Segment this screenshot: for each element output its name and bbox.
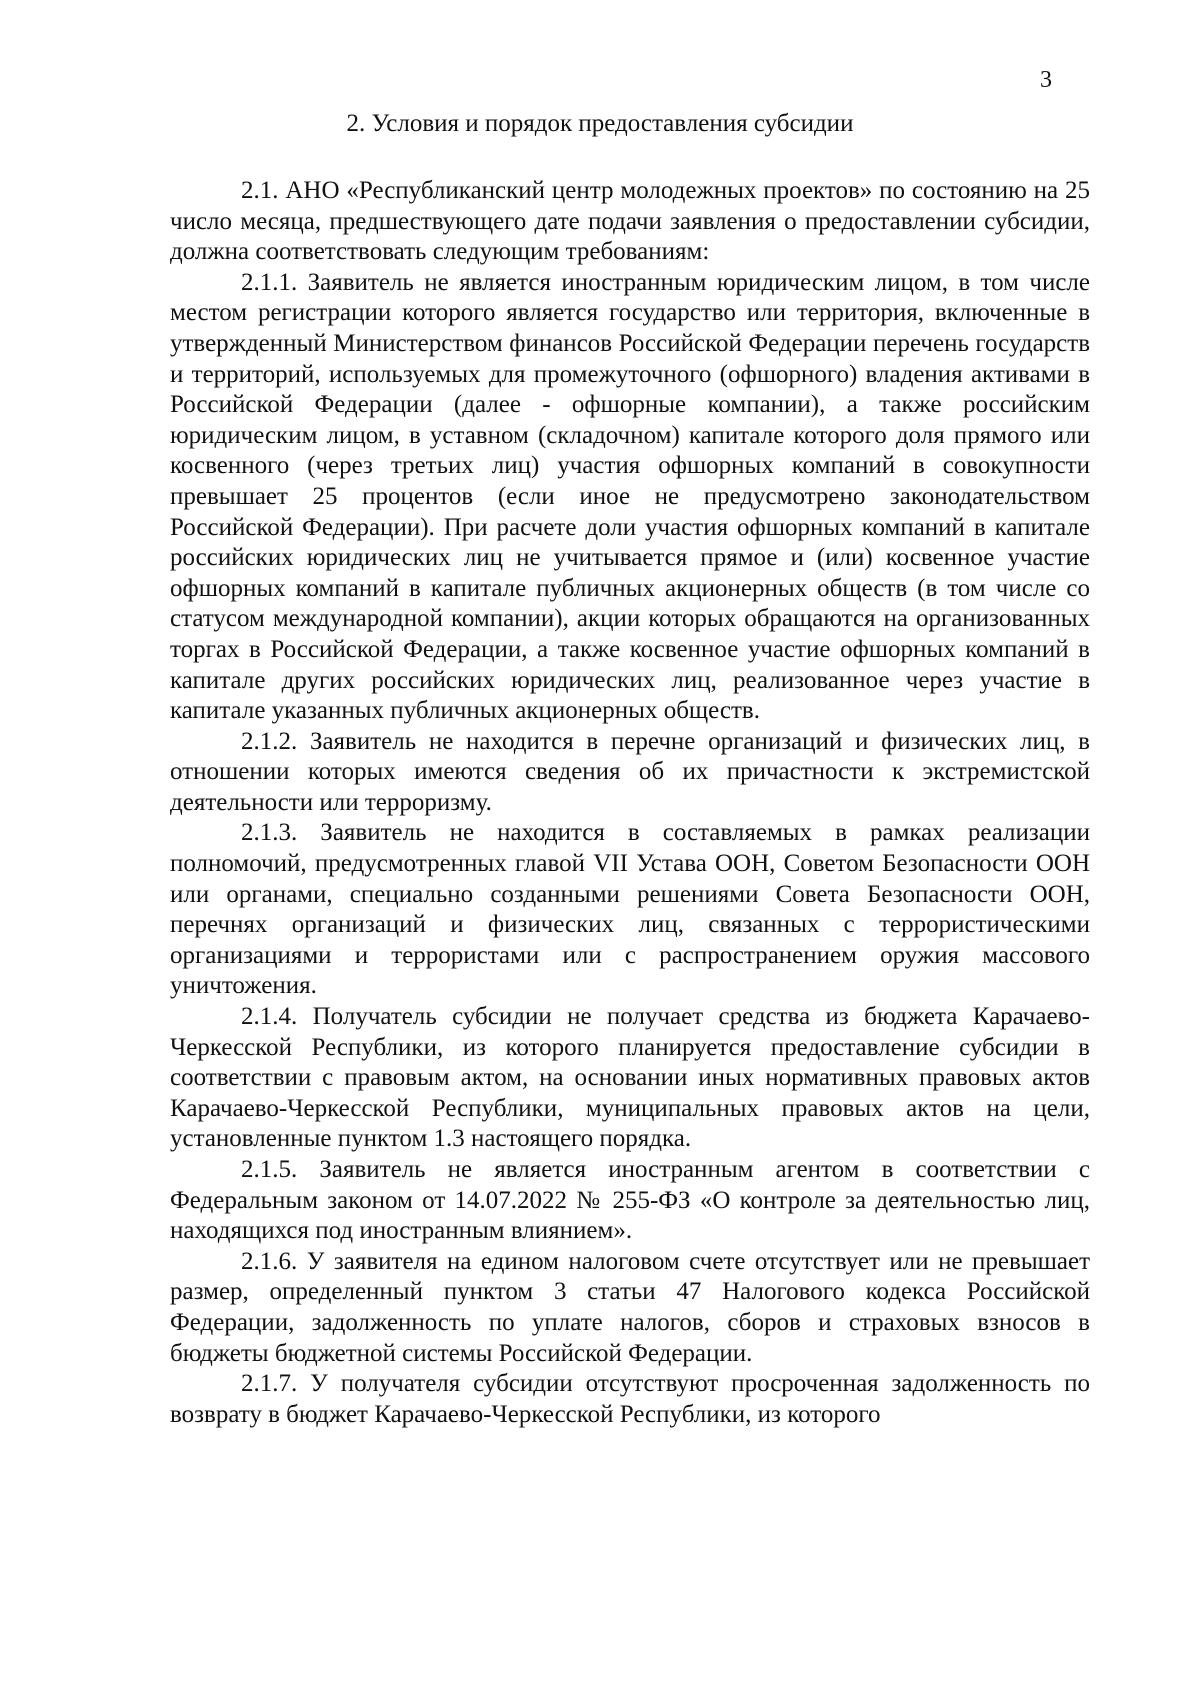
paragraph-2-1-1: 2.1.1. Заявитель не является иностранным юридическим лицом, в том числе местом регистрации которого является государство или территория, включенные в утвержденный Министерством финансов Российской Федерации перечень государств и территорий, используемых для промежуточного (офшорного) владения активами в Российской Федерации (далее - офшорные компании), а также российским юридическим лицом, в уставном (складочном) капитале которого доля прямого или косвенного (через третьих лиц) участия офшорных компаний в совокупности превышает 25 процентов (если иное не предусмотрено законодательством Российской Федерации). При расчете доли участия офшорных компаний в капитале российских юридических лиц не учитывается прямое и (или) косвенное участие офшорных компаний в капитале публичных акционерных обществ (в том числе со статусом международной компании), акции которых обращаются на организованных торгах в Российской Федерации, а также косвенное участие офшорных компаний в капитале других российских юридических лиц, реализованное через участие в капитале указанных публичных акционерных обществ.	[170, 268, 1090, 725]
paragraph-2-1-5: 2.1.5. Заявитель не является иностранным агентом в соответствии с Федеральным законом от 14.07.2022 № 255-ФЗ «О контроле за деятельностью лиц, находящихся под иностранным влиянием».	[170, 1156, 1090, 1245]
paragraph-2-1-7: 2.1.7. У получателя субсидии отсутствуют просроченная задолженность по возврату в бюджет Карачаево-Черкесской Республики, из которого	[170, 1370, 1090, 1428]
paragraph-2-1-4: 2.1.4. Получатель субсидии не получает средства из бюджета Карачаево-Черкесской Республики, из которого планируется предоставление субсидии в соответствии с правовым актом, на основании иных нормативных правовых актов Карачаево-Черкесской Республики, муниципальных правовых актов на цели, установленные пунктом 1.3 настоящего порядка.	[170, 1003, 1090, 1153]
section-title: 2. Условия и порядок предоставления субсидии	[346, 110, 854, 137]
body-text	[170, 176, 1090, 1430]
paragraph-2-1-2: 2.1.2. Заявитель не находится в перечне организаций и физических лиц, в отношении которых имеются сведения об их причастности к экстремистской деятельности или терроризму.	[170, 727, 1090, 816]
paragraph-2-1-3: 2.1.3. Заявитель не находится в составляемых в рамках реализации полномочий, предусмотренных главой VII Устава ООН, Советом Безопасности ООН или органами, специально созданными решениями Совета Безопасности ООН, перечнях организаций и физических лиц, связанных с террористическими организациями и террористами или с распространением оружия массового уничтожения.	[170, 819, 1090, 1000]
paragraph-2-1: 2.1. АНО «Республиканский центр молодежных проектов» по состоянию на 25 число месяца, предшествующего дате подачи заявления о предоставлении субсидии, должна соответствовать следующим требованиям:	[170, 177, 1090, 266]
page-number: 3	[1040, 67, 1052, 93]
paragraph-2-1-6: 2.1.6. У заявителя на едином налоговом счете отсутствует или не превышает размер, определенный пунктом 3 статьи 47 Налогового кодекса Российской Федерации, задолженность по уплате налогов, сборов и страховых взносов в бюджеты бюджетной системы Российской Федерации.	[170, 1247, 1090, 1367]
